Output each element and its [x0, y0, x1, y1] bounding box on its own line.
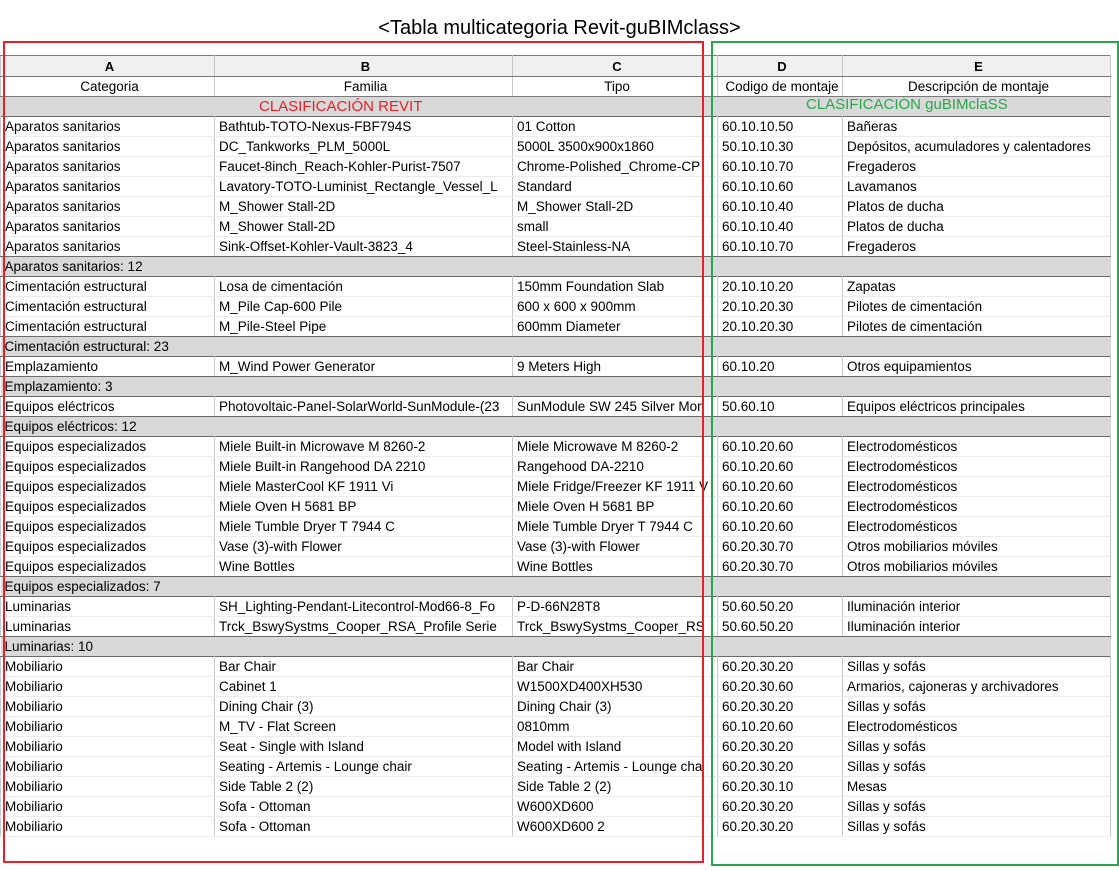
codigo-cell[interactable]: 60.10.10.40	[718, 217, 843, 237]
schedule-table	[0, 55, 1111, 837]
revit-classification-label: CLASIFICACIÓN REVIT	[259, 98, 423, 115]
tipo-cell[interactable]: Vase (3)-with Flower	[513, 537, 718, 557]
table-row	[1, 457, 1111, 477]
header-codigo-montaje[interactable]: Codigo de montaje	[718, 77, 843, 97]
categoria-cell[interactable]: Aparatos sanitarios	[1, 237, 215, 257]
group-footer-label[interactable]: Emplazamiento: 3	[1, 377, 1111, 397]
categoria-cell[interactable]: Equipos especializados	[1, 557, 215, 577]
categoria-cell[interactable]: Mobiliario	[1, 757, 215, 777]
categoria-cell[interactable]: Aparatos sanitarios	[1, 157, 215, 177]
descripcion-cell[interactable]: Platos de ducha	[843, 197, 1111, 217]
table-row	[1, 737, 1111, 757]
familia-cell[interactable]: Side Table 2 (2)	[215, 777, 513, 797]
header-tipo[interactable]: Tipo	[513, 77, 718, 97]
gubimclass-classification-label: CLASIFICACIÓN guBIMclaSS	[806, 96, 1008, 113]
categoria-cell[interactable]: Mobiliario	[1, 697, 215, 717]
table-row	[1, 317, 1111, 337]
tipo-cell[interactable]: Rangehood DA-2210	[513, 457, 718, 477]
table-row	[1, 797, 1111, 817]
categoria-cell[interactable]: Aparatos sanitarios	[1, 117, 215, 137]
group-footer-label[interactable]: Luminarias: 10	[1, 637, 1111, 657]
familia-cell[interactable]: Losa de cimentación	[215, 277, 513, 297]
categoria-cell[interactable]: Mobiliario	[1, 817, 215, 837]
descripcion-cell[interactable]: Armarios, cajoneras y archivadores	[843, 677, 1111, 697]
descripcion-cell[interactable]: Zapatas	[843, 277, 1111, 297]
familia-cell[interactable]: M_Wind Power Generator	[215, 357, 513, 377]
categoria-cell[interactable]: Cimentación estructural	[1, 297, 215, 317]
descripcion-cell[interactable]: Otros equipamientos	[843, 357, 1111, 377]
table-row	[1, 397, 1111, 417]
table-row	[1, 617, 1111, 637]
group-footer-label[interactable]: Aparatos sanitarios: 12	[1, 257, 1111, 277]
tipo-cell[interactable]: W600XD600	[513, 797, 718, 817]
familia-cell[interactable]: Dining Chair (3)	[215, 697, 513, 717]
tipo-cell[interactable]: Standard	[513, 177, 718, 197]
column-letter-d[interactable]: D	[718, 56, 843, 77]
categoria-cell[interactable]: Mobiliario	[1, 717, 215, 737]
codigo-cell[interactable]: 50.60.10	[718, 397, 843, 417]
categoria-cell[interactable]: Cimentación estructural	[1, 317, 215, 337]
tipo-cell[interactable]: Miele Oven H 5681 BP	[513, 497, 718, 517]
table-row	[1, 157, 1111, 177]
codigo-cell[interactable]: 60.10.20.60	[718, 517, 843, 537]
descripcion-cell[interactable]: Pilotes de cimentación	[843, 317, 1111, 337]
descripcion-cell[interactable]: Otros mobiliarios móviles	[843, 557, 1111, 577]
familia-cell[interactable]: Miele Built-in Rangehood DA 2210	[215, 457, 513, 477]
familia-cell[interactable]: M_Shower Stall-2D	[215, 217, 513, 237]
codigo-cell[interactable]: 60.10.10.60	[718, 177, 843, 197]
tipo-cell[interactable]: Bar Chair	[513, 657, 718, 677]
descripcion-cell[interactable]: Electrodomésticos	[843, 517, 1111, 537]
codigo-cell[interactable]: 20.10.10.20	[718, 277, 843, 297]
familia-cell[interactable]: Sofa - Ottoman	[215, 817, 513, 837]
familia-cell[interactable]: Lavatory-TOTO-Luminist_Rectangle_Vessel_L	[215, 177, 513, 197]
descripcion-cell[interactable]: Pilotes de cimentación	[843, 297, 1111, 317]
codigo-cell[interactable]: 60.10.10.50	[718, 117, 843, 137]
descripcion-cell[interactable]: Equipos eléctricos principales	[843, 397, 1111, 417]
header-spacer-cell	[1, 97, 1111, 117]
categoria-cell[interactable]: Equipos especializados	[1, 437, 215, 457]
categoria-cell[interactable]: Aparatos sanitarios	[1, 197, 215, 217]
categoria-cell[interactable]: Emplazamiento	[1, 357, 215, 377]
codigo-cell[interactable]: 20.10.20.30	[718, 297, 843, 317]
codigo-cell[interactable]: 60.20.30.70	[718, 537, 843, 557]
descripcion-cell[interactable]: Depósitos, acumuladores y calentadores	[843, 137, 1111, 157]
group-footer-row	[1, 637, 1111, 657]
descripcion-cell[interactable]: Sillas y sofás	[843, 817, 1111, 837]
tipo-cell[interactable]: small	[513, 217, 718, 237]
familia-cell[interactable]: M_TV - Flat Screen	[215, 717, 513, 737]
categoria-cell[interactable]: Equipos eléctricos	[1, 397, 215, 417]
column-letter-b[interactable]: B	[215, 56, 513, 77]
tipo-cell[interactable]: 01 Cotton	[513, 117, 718, 137]
column-letter-row	[1, 56, 1111, 77]
descripcion-cell[interactable]: Iluminación interior	[843, 597, 1111, 617]
group-footer-label[interactable]: Cimentación estructural: 23	[1, 337, 1111, 357]
familia-cell[interactable]: Miele Built-in Microwave M 8260-2	[215, 437, 513, 457]
familia-cell[interactable]: Bathtub-TOTO-Nexus-FBF794S	[215, 117, 513, 137]
familia-cell[interactable]: Seat - Single with Island	[215, 737, 513, 757]
header-spacer-row	[1, 97, 1111, 117]
categoria-cell[interactable]: Mobiliario	[1, 657, 215, 677]
descripcion-cell[interactable]: Otros mobiliarios móviles	[843, 537, 1111, 557]
familia-cell[interactable]: Wine Bottles	[215, 557, 513, 577]
tipo-cell[interactable]: Miele Microwave M 8260-2	[513, 437, 718, 457]
tipo-cell[interactable]: Steel-Stainless-NA	[513, 237, 718, 257]
table-row	[1, 677, 1111, 697]
categoria-cell[interactable]: Equipos especializados	[1, 457, 215, 477]
table-row	[1, 777, 1111, 797]
table-row	[1, 277, 1111, 297]
categoria-cell[interactable]: Equipos especializados	[1, 497, 215, 517]
table-row	[1, 437, 1111, 457]
table-row	[1, 117, 1111, 137]
familia-cell[interactable]: Cabinet 1	[215, 677, 513, 697]
familia-cell[interactable]: Seating - Artemis - Lounge chair	[215, 757, 513, 777]
codigo-cell[interactable]: 60.10.10.70	[718, 157, 843, 177]
tipo-cell[interactable]: Miele Fridge/Freezer KF 1911 V	[513, 477, 718, 497]
descripcion-cell[interactable]: Iluminación interior	[843, 617, 1111, 637]
table-row	[1, 217, 1111, 237]
familia-cell[interactable]: Sink-Offset-Kohler-Vault-3823_4	[215, 237, 513, 257]
tipo-cell[interactable]: Seating - Artemis - Lounge cha	[513, 757, 718, 777]
familia-cell[interactable]: Trck_BswySystms_Cooper_RSA_Profile Serie	[215, 617, 513, 637]
familia-cell[interactable]: Miele Tumble Dryer T 7944 C	[215, 517, 513, 537]
codigo-cell[interactable]: 60.20.30.20	[718, 757, 843, 777]
codigo-cell[interactable]: 60.10.10.70	[718, 237, 843, 257]
codigo-cell[interactable]: 60.10.20.60	[718, 437, 843, 457]
tipo-cell[interactable]: 9 Meters High	[513, 357, 718, 377]
categoria-cell[interactable]: Aparatos sanitarios	[1, 217, 215, 237]
table-row	[1, 557, 1111, 577]
categoria-cell[interactable]: Mobiliario	[1, 797, 215, 817]
codigo-cell[interactable]: 60.10.20	[718, 357, 843, 377]
group-footer-row	[1, 337, 1111, 357]
table-row	[1, 137, 1111, 157]
table-row	[1, 657, 1111, 677]
categoria-cell[interactable]: Luminarias	[1, 597, 215, 617]
tipo-cell[interactable]: 600 x 600 x 900mm	[513, 297, 718, 317]
table-row	[1, 817, 1111, 837]
tipo-cell[interactable]: Trck_BswySystms_Cooper_RS	[513, 617, 718, 637]
tipo-cell[interactable]: W1500XD400XH530	[513, 677, 718, 697]
descripcion-cell[interactable]: Sillas y sofás	[843, 797, 1111, 817]
table-row	[1, 697, 1111, 717]
group-footer-row	[1, 577, 1111, 597]
tipo-cell[interactable]: 600mm Diameter	[513, 317, 718, 337]
table-row	[1, 717, 1111, 737]
familia-cell[interactable]: Bar Chair	[215, 657, 513, 677]
codigo-cell[interactable]: 60.10.10.40	[718, 197, 843, 217]
codigo-cell[interactable]: 50.60.50.20	[718, 617, 843, 637]
descripcion-cell[interactable]: Sillas y sofás	[843, 737, 1111, 757]
categoria-cell[interactable]: Mobiliario	[1, 737, 215, 757]
codigo-cell[interactable]: 60.20.30.70	[718, 557, 843, 577]
categoria-cell[interactable]: Mobiliario	[1, 677, 215, 697]
familia-cell[interactable]: Miele MasterCool KF 1911 Vi	[215, 477, 513, 497]
header-descripcion-montaje[interactable]: Descripción de montaje	[843, 77, 1111, 97]
table-row	[1, 597, 1111, 617]
codigo-cell[interactable]: 60.20.30.10	[718, 777, 843, 797]
column-letter-c[interactable]: C	[513, 56, 718, 77]
categoria-cell[interactable]: Cimentación estructural	[1, 277, 215, 297]
column-letter-e[interactable]: E	[843, 56, 1111, 77]
tipo-cell[interactable]: Miele Tumble Dryer T 7944 C	[513, 517, 718, 537]
codigo-cell[interactable]: 20.10.20.30	[718, 317, 843, 337]
codigo-cell[interactable]: 60.10.20.60	[718, 497, 843, 517]
codigo-cell[interactable]: 60.10.20.60	[718, 457, 843, 477]
group-footer-label[interactable]: Equipos especializados: 7	[1, 577, 1111, 597]
familia-cell[interactable]: Faucet-8inch_Reach-Kohler-Purist-7507	[215, 157, 513, 177]
table-row	[1, 497, 1111, 517]
tipo-cell[interactable]: Chrome-Polished_Chrome-CP	[513, 157, 718, 177]
column-letter-a[interactable]: A	[1, 56, 215, 77]
familia-cell[interactable]: M_Shower Stall-2D	[215, 197, 513, 217]
descripcion-cell[interactable]: Electrodomésticos	[843, 437, 1111, 457]
group-footer-row	[1, 417, 1111, 437]
table-row	[1, 357, 1111, 377]
categoria-cell[interactable]: Equipos especializados	[1, 517, 215, 537]
descripcion-cell[interactable]: Electrodomésticos	[843, 717, 1111, 737]
codigo-cell[interactable]: 60.10.20.60	[718, 477, 843, 497]
familia-cell[interactable]: Miele Oven H 5681 BP	[215, 497, 513, 517]
codigo-cell[interactable]: 60.20.30.20	[718, 697, 843, 717]
schedule-title: <Tabla multicategoria Revit-guBIMclass>	[378, 17, 741, 39]
table-row	[1, 197, 1111, 217]
table-row	[1, 237, 1111, 257]
tipo-cell[interactable]: Dining Chair (3)	[513, 697, 718, 717]
codigo-cell[interactable]: 60.20.30.20	[718, 657, 843, 677]
table-row	[1, 477, 1111, 497]
table-row	[1, 177, 1111, 197]
tipo-cell[interactable]: Wine Bottles	[513, 557, 718, 577]
codigo-cell[interactable]: 60.20.30.60	[718, 677, 843, 697]
categoria-cell[interactable]: Equipos especializados	[1, 477, 215, 497]
descripcion-cell[interactable]: Platos de ducha	[843, 217, 1111, 237]
codigo-cell[interactable]: 60.20.30.20	[718, 737, 843, 757]
categoria-cell[interactable]: Equipos especializados	[1, 537, 215, 557]
tipo-cell[interactable]: P-D-66N28T8	[513, 597, 718, 617]
tipo-cell[interactable]: W600XD600 2	[513, 817, 718, 837]
descripcion-cell[interactable]: Electrodomésticos	[843, 477, 1111, 497]
tipo-cell[interactable]: 0810mm	[513, 717, 718, 737]
descripcion-cell[interactable]: Sillas y sofás	[843, 657, 1111, 677]
group-footer-row	[1, 257, 1111, 277]
codigo-cell[interactable]: 50.60.50.20	[718, 597, 843, 617]
descripcion-cell[interactable]: Bañeras	[843, 117, 1111, 137]
header-familia[interactable]: Familia	[215, 77, 513, 97]
tipo-cell[interactable]: 150mm Foundation Slab	[513, 277, 718, 297]
descripcion-cell[interactable]: Sillas y sofás	[843, 697, 1111, 717]
group-footer-label[interactable]: Equipos eléctricos: 12	[1, 417, 1111, 437]
tipo-cell[interactable]: 5000L 3500x900x1860	[513, 137, 718, 157]
familia-cell[interactable]: Vase (3)-with Flower	[215, 537, 513, 557]
descripcion-cell[interactable]: Fregaderos	[843, 157, 1111, 177]
descripcion-cell[interactable]: Lavamanos	[843, 177, 1111, 197]
familia-cell[interactable]: Photovoltaic-Panel-SolarWorld-SunModule-(23	[215, 397, 513, 417]
descripcion-cell[interactable]: Electrodomésticos	[843, 457, 1111, 477]
familia-cell[interactable]: M_Pile Cap-600 Pile	[215, 297, 513, 317]
categoria-cell[interactable]: Aparatos sanitarios	[1, 177, 215, 197]
codigo-cell[interactable]: 50.10.10.30	[718, 137, 843, 157]
familia-cell[interactable]: Sofa - Ottoman	[215, 797, 513, 817]
categoria-cell[interactable]: Mobiliario	[1, 777, 215, 797]
descripcion-cell[interactable]: Mesas	[843, 777, 1111, 797]
descripcion-cell[interactable]: Sillas y sofás	[843, 757, 1111, 777]
table-row	[1, 517, 1111, 537]
codigo-cell[interactable]: 60.10.20.60	[718, 717, 843, 737]
header-categoria[interactable]: Categoria	[1, 77, 215, 97]
categoria-cell[interactable]: Luminarias	[1, 617, 215, 637]
categoria-cell[interactable]: Aparatos sanitarios	[1, 137, 215, 157]
table-row	[1, 537, 1111, 557]
codigo-cell[interactable]: 60.20.30.20	[718, 797, 843, 817]
column-header-row	[1, 77, 1111, 97]
codigo-cell[interactable]: 60.20.30.20	[718, 817, 843, 837]
familia-cell[interactable]: DC_Tankworks_PLM_5000L	[215, 137, 513, 157]
descripcion-cell[interactable]: Electrodomésticos	[843, 497, 1111, 517]
tipo-cell[interactable]: M_Shower Stall-2D	[513, 197, 718, 217]
familia-cell[interactable]: SH_Lighting-Pendant-Litecontrol-Mod66-8_Fo	[215, 597, 513, 617]
tipo-cell[interactable]: Side Table 2 (2)	[513, 777, 718, 797]
tipo-cell[interactable]: SunModule SW 245 Silver Mon	[513, 397, 718, 417]
group-footer-row	[1, 377, 1111, 397]
table-row	[1, 757, 1111, 777]
familia-cell[interactable]: M_Pile-Steel Pipe	[215, 317, 513, 337]
descripcion-cell[interactable]: Fregaderos	[843, 237, 1111, 257]
table-row	[1, 297, 1111, 317]
tipo-cell[interactable]: Model with Island	[513, 737, 718, 757]
